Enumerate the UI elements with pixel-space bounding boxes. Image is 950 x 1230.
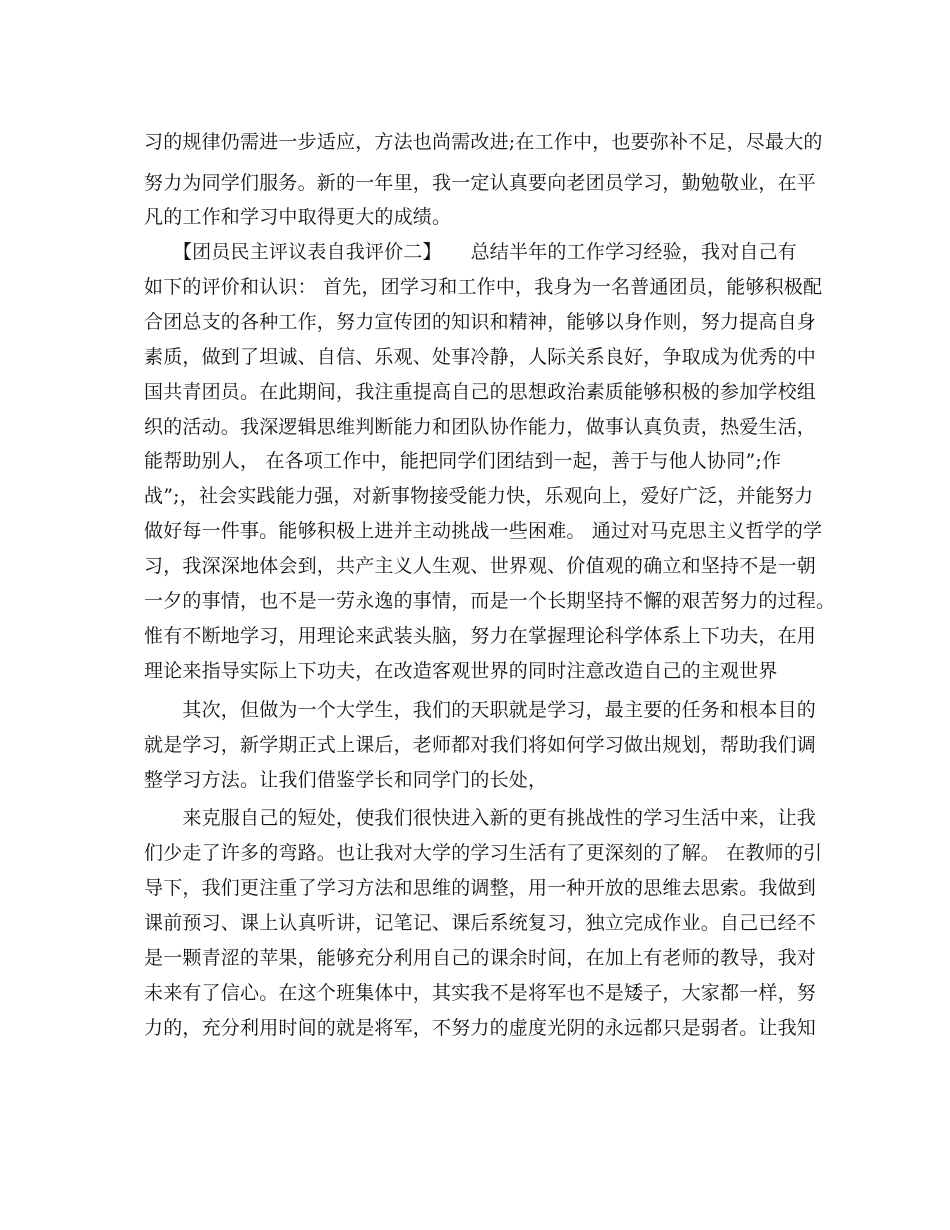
text-line: 努力为同学们服务。新的一年里，我一定认真要向老团员学习，勤勉敬业，在平 [144,172,817,194]
text-line: 习的规律仍需进一步适应，方法也尚需改进;在工作中，也要弥补不足，尽最大的 [144,131,823,153]
text-line: 国共青团员。在此期间，我注重提高自己的思想政治素质能够积极的参加学校组 [144,381,817,403]
text-line: 整学习方法。让我们借鉴学长和同学门的长处， [144,769,548,791]
text-line: 其次，但做为一个大学生，我们的天职就是学习，最主要的任务和根本目的 [144,699,817,721]
text-line: 素质，做到了坦诚、自信、乐观、处事冷静，人际关系良好，争取成为优秀的中 [144,346,817,368]
text-line: 导下，我们更注重了学习方法和思维的调整，用一种开放的思维去思索。我做到 [144,877,817,899]
text-line: 理论来指导实际上下功夫，在改造客观世界的同时注意改造自己的主观世界 [144,660,778,682]
text-line: 织的活动。我深逻辑思维判断能力和团队协作能力，做事认真负责，热爱生活， [144,416,817,438]
text-line: 习，我深深地体会到，共产主义人生观、世界观、价值观的确立和坚持不是一朝 [144,555,817,577]
text-line: 能帮助别人， 在各项工作中，能把同学们团结到一起，善于与他人协同”;作 [144,450,782,472]
text-line: 课前预习、课上认真听讲，记笔记、课后系统复习，独立完成作业。自己已经不 [144,912,817,934]
text-line: 凡的工作和学习中取得更大的成绩。 [144,206,452,228]
text-line: 做好每一件事。能够积极上进并主动挑战一些困难。 通过对马克思主义哲学的学 [144,520,823,542]
text-line: 【团员民主评议表自我评价二】 总结半年的工作学习经验，我对自己有 [144,241,798,263]
text-line: 来克服自己的短处，使我们很快进入新的更有挑战性的学习生活中来，让我 [144,807,817,829]
text-line: 力的，充分利用时间的就是将军，不努力的虚度光阴的永远都只是弱者。让我知 [144,1017,817,1039]
text-line: 如下的评价和认识： 首先，团学习和工作中，我身为一名普通团员，能够积极配 [144,276,823,298]
text-line: 们少走了许多的弯路。也让我对大学的学习生活有了更深刻的了解。 在教师的引 [144,842,823,864]
text-line: 就是学习，新学期正式上课后，老师都对我们将如何学习做出规划，帮助我们调 [144,734,817,756]
text-line: 合团总支的各种工作，努力宣传团的知识和精神，能够以身作则，努力提高自身 [144,311,817,333]
text-line: 一夕的事情，也不是一劳永逸的事情，而是一个长期坚持不懈的艰苦努力的过程。 [144,590,836,612]
text-line: 惟有不断地学习，用理论来武装头脑，努力在掌握理论科学体系上下功夫，在用 [144,625,817,647]
text-line: 是一颗青涩的苹果，能够充分利用自己的课余时间，在加上有老师的教导，我对 [144,947,817,969]
text-line: 未来有了信心。在这个班集体中，其实我不是将军也不是矮子，大家都一样，努 [144,982,817,1004]
text-line: 战”;，社会实践能力强，对新事物接受能力快，乐观向上，爱好广泛，并能努力 [144,485,814,507]
